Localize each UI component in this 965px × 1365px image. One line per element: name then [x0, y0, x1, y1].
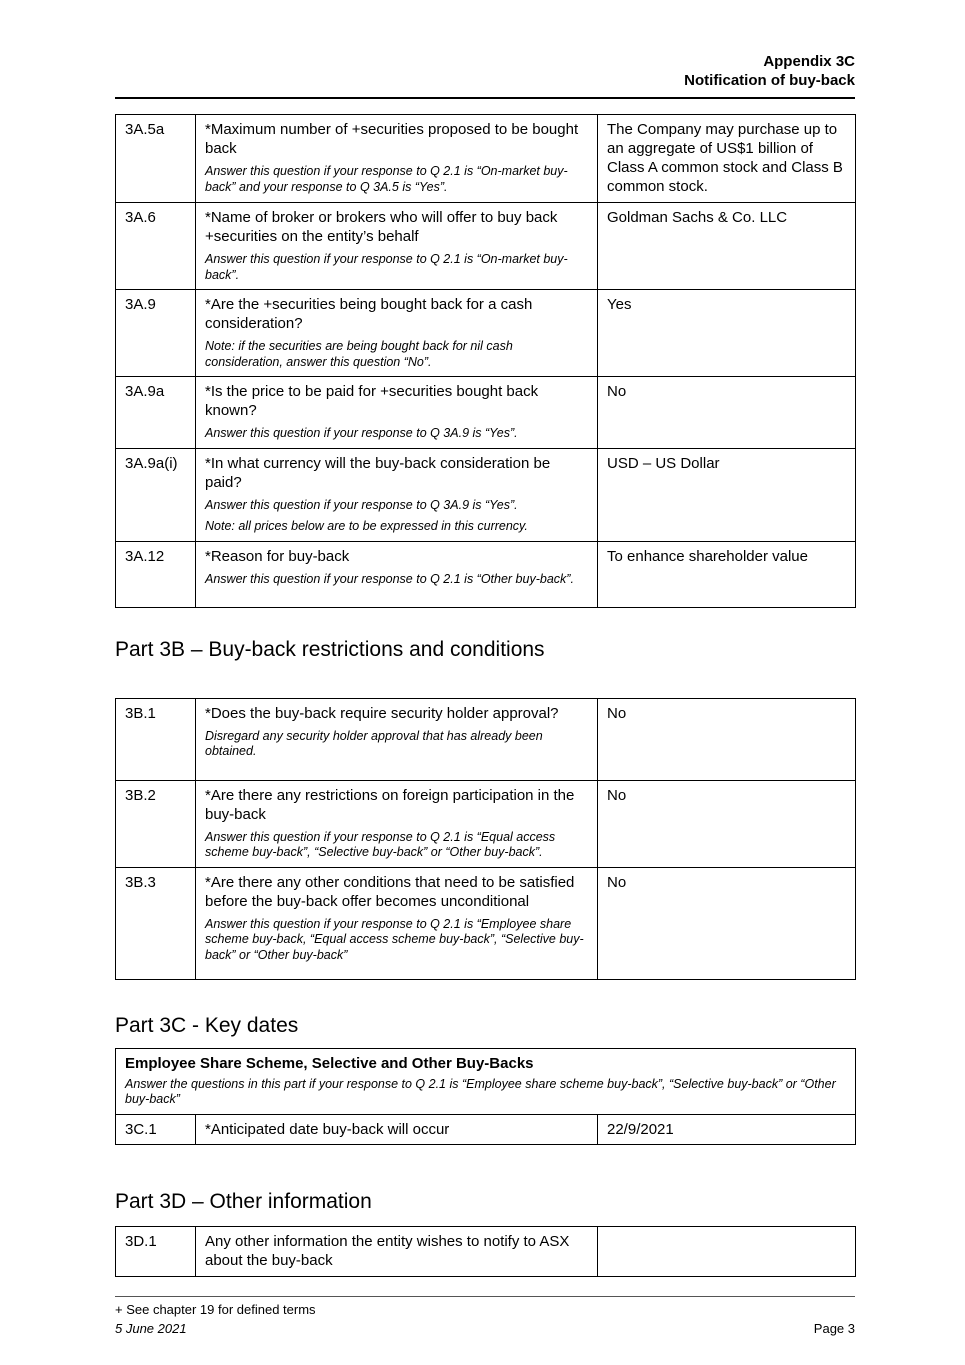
page-number: Page 3: [813, 1320, 855, 1336]
answer-text: USD – US Dollar: [598, 448, 856, 541]
question-text: *Reason for buy-back: [205, 547, 350, 565]
table-row-3d1: [116, 1226, 856, 1276]
row-id: 3A.9a(i): [116, 448, 196, 541]
row-id: 3B.2: [116, 780, 196, 867]
question-text: Any other information the entity wishes to notify to ASX about the buy-back: [205, 1232, 570, 1269]
part3b-table: [115, 698, 856, 980]
table-row-3a9: [116, 290, 856, 377]
doc-title: Appendix 3C: [763, 53, 855, 70]
answer-text: No: [598, 698, 856, 780]
question-note: Answer this question if your response to Q 2.1 is “Other buy-back”.: [205, 571, 574, 586]
row-id: 3A.9: [116, 290, 196, 377]
question-note: Answer this question if your response to Q 2.1 is “On-market buy-back” and your response to Q 3A.5 is “Yes”.: [205, 164, 568, 194]
question-text: *Is the price to be paid for +securities bought back known?: [205, 383, 539, 419]
answer-text: To enhance shareholder value: [598, 541, 856, 607]
table-row-3a6: [116, 203, 856, 290]
document-page: [115, 0, 855, 1337]
section-heading-part3b: Part 3B – Buy-back restrictions and conditions: [115, 637, 545, 661]
table-row-3b2: [116, 780, 856, 867]
question-text: *Are there any other conditions that need to be satisfied before the buy-back offer becomes unconditional: [205, 873, 575, 910]
answer-text: [598, 1226, 856, 1276]
part3d-table: [115, 1226, 856, 1277]
row-id: 3A.12: [116, 541, 196, 607]
row-id: 3B.1: [116, 698, 196, 780]
answer-text: No: [598, 780, 856, 867]
row-id: 3A.6: [116, 203, 196, 290]
question-text: *Maximum number of +securities proposed to be bought back: [205, 121, 579, 157]
question-note: Answer this question if your response to Q 3A.9 is “Yes”.: [205, 497, 518, 512]
footer-rule: [115, 1296, 855, 1297]
table-row-3b3: [116, 867, 856, 979]
row-id: 3B.3: [116, 867, 196, 979]
question-note: Answer this question if your response to Q 2.1 is “On-market buy-back”.: [205, 252, 568, 282]
question-note: Answer this question if your response to Q 3A.9 is “Yes”.: [205, 426, 518, 440]
banner-title: Employee Share Scheme, Selective and Other Buy-Backs: [125, 1054, 534, 1072]
banner-note: Answer the questions in this part if your response to Q 2.1 is “Employee share scheme buy-back”, “Selective buy-back” or “Other buy-back”: [125, 1076, 836, 1106]
doc-subtitle: Notification of buy-back: [684, 72, 855, 89]
answer-text: The Company may purchase up to an aggregate of US$1 billion of Class A common stock and Class B common stock.: [598, 115, 856, 203]
question-text: *In what currency will the buy-back consideration be paid?: [205, 454, 551, 491]
question-note: Answer this question if your response to Q 2.1 is “Equal access scheme buy-back”, “Selective buy-back” or “Other buy-back”.: [205, 829, 556, 859]
part3a-table: [115, 114, 856, 608]
answer-text: No: [598, 377, 856, 449]
row-id: 3A.5a: [116, 115, 196, 203]
table-banner-row: [116, 1048, 856, 1114]
answer-text: 22/9/2021: [598, 1114, 856, 1144]
footer-date: 5 June 2021: [115, 1320, 187, 1336]
table-row-3c1: [116, 1114, 856, 1144]
answer-text: Yes: [598, 290, 856, 377]
question-text: *Anticipated date buy-back will occur: [205, 1120, 450, 1138]
answer-text: No: [598, 867, 856, 979]
answer-text: Goldman Sachs & Co. LLC: [598, 203, 856, 290]
row-id: 3A.9a: [116, 377, 196, 449]
question-text: *Does the buy-back require security holder approval?: [205, 704, 559, 722]
question-text: *Are there any restrictions on foreign participation in the buy-back: [205, 786, 575, 823]
table-row-3a9ai: [116, 448, 856, 541]
section-heading-part3c: Part 3C - Key dates: [115, 1013, 299, 1037]
question-note: Disregard any security holder approval that has already been obtained.: [205, 728, 543, 758]
question-text: *Are the +securities being bought back for a cash consideration?: [205, 296, 533, 332]
document-header: [115, 52, 855, 90]
row-id: 3D.1: [116, 1226, 196, 1276]
table-row-3a5a: [116, 115, 856, 203]
defined-terms-note: + See chapter 19 for defined terms: [115, 1301, 316, 1317]
question-note: Note: all prices below are to be expressed in this currency.: [205, 519, 528, 533]
header-rule: [115, 97, 855, 99]
question-note: Note: if the securities are being bought back for nil cash consideration, answer this question “No”.: [205, 339, 513, 369]
question-note: Answer this question if your response to Q 2.1 is “Employee share scheme buy-back, “Equal access scheme buy-back”, “Selective buy-back” or “Other buy-back”: [205, 916, 584, 962]
question-text: *Name of broker or brokers who will offer to buy back +securities on the entity’s behalf: [205, 209, 558, 245]
page-footer: [115, 1301, 855, 1337]
part3c-table: [115, 1048, 856, 1145]
table-row-3a9a: [116, 377, 856, 449]
section-heading-part3d: Part 3D – Other information: [115, 1189, 372, 1213]
row-id: 3C.1: [116, 1114, 196, 1144]
table-row-3b1: [116, 698, 856, 780]
table-row-3a12: [116, 541, 856, 607]
